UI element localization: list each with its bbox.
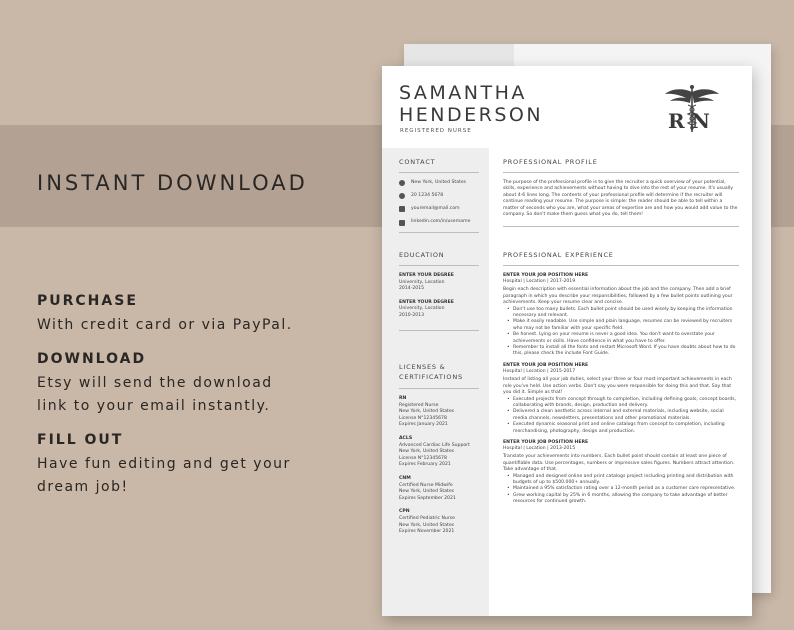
license-item [399, 436, 479, 469]
license-code: CNM [399, 475, 411, 481]
contact-item [399, 206, 479, 213]
job-bullets [503, 397, 739, 435]
experience-heading: PROFESSIONAL EXPERIENCE [503, 251, 614, 259]
job-title: ENTER YOUR JOB POSITION HERE [503, 362, 589, 368]
job-meta: Hospital | Location | 2017-2019 [503, 279, 576, 284]
university: University, Location [399, 279, 445, 285]
resume-subtitle: REGISTERED NURSE [400, 128, 472, 134]
step-text: link to your email instantly. [37, 398, 271, 414]
license-line: New York, United States [399, 449, 455, 455]
license-line: Registered Nurse [399, 402, 439, 408]
job-intro: Instead of listing all your job duties, select your three or four most important achievements in each role you've held. Use action verbs. Don't say you were responsible for doing this and that. Say that you did it. Simple as that! [503, 377, 732, 396]
job-intro: Translate your achievements into numbers. Each bullet point should contain at least one piece of quantifiable data. Use percentages, numbers or impressive sales figures. Numbers attract attention. Take advantage of that. [503, 454, 735, 473]
license-line: Expires September 2021 [399, 495, 456, 501]
education-item [399, 300, 479, 320]
license-line: New York, United States [399, 409, 455, 415]
job-bullets [503, 474, 739, 506]
step-title: DOWNLOAD [37, 351, 147, 367]
divider [399, 265, 479, 266]
contact-text: linkedin.com/in/username [411, 219, 471, 225]
license-line: New York, United States [399, 489, 455, 495]
job-intro: Begin each description with essential information about the job and the company. Then add a brief paragraph in which you describe your responsibilities, followed by a few bullet points outlining your achievements. Keep your resume clear and concise. [503, 287, 733, 306]
license-line: Certified Nurse Midwife [399, 482, 453, 488]
license-code: CPN [399, 509, 410, 515]
profile-text: The purpose of the professional profile is to give the recruiter a quick overview of your potential, skills, experience and achievements without having to dive into the rest of your resume. It's usually about 4-6 lines long. The contents of your professional profile will determine if the recruiter will continue reading your resume. The purpose is simple: the reader should be able to tell within a matter of seconds who you are, what your areas of expertise are and how you would add value to the company. So don't make them guess what you do, tell them! [503, 180, 738, 218]
job-bullet: • Don't use too many bullets. Each bullet point should be used wisely by keeping the information necessary and relevant. [513, 307, 739, 320]
job-meta: Hospital | Location | 2013-2015 [503, 445, 576, 451]
license-line: Expires November 2021 [399, 529, 455, 535]
steps-list [37, 293, 357, 513]
degree: ENTER YOUR DEGREE [399, 273, 454, 278]
contact-heading: CONTACT [399, 158, 436, 166]
license-item [399, 509, 479, 535]
contact-item [399, 180, 479, 187]
job-bullet: • Executed dynamic seasonal print and online catalogs from concept to completion, including merchandising, photography, design and production. [513, 422, 739, 435]
job-meta: Hospital | Location | 2015-2017 [503, 368, 576, 374]
contact-text: youremail@mail.com [411, 206, 460, 212]
divider [399, 172, 479, 173]
step-text: With credit card or via PayPal. [37, 317, 293, 333]
profile-heading: PROFESSIONAL PROFILE [503, 158, 598, 166]
license-code: RN [399, 396, 407, 401]
globe-icon [399, 180, 405, 186]
license-line: Certified Pediatric Nurse [399, 515, 455, 521]
license-line: New York, United States [399, 522, 455, 528]
step-title: PURCHASE [37, 293, 138, 309]
divider [399, 232, 479, 233]
job-bullet: • Managed and designed online and print catalogs project including printing and distribution with budgets of up to $500.000+ annually. [513, 474, 739, 487]
contact-text: New York, United States [411, 180, 467, 185]
job-bullet: • Maintained a 95% satisfaction rating over a 12-month period as a customer care representative. [513, 486, 739, 492]
years: 2014-2015 [399, 286, 425, 292]
step-purchase [37, 293, 357, 337]
step-title: FILL OUT [37, 432, 124, 448]
divider [503, 172, 739, 173]
job-bullet: • Grew working capital by 25% in 6 months, allowing the company to take advantage of better resources for continued growth. [513, 493, 739, 506]
divider [503, 265, 739, 266]
license-line: License N°12345678 [399, 415, 447, 421]
years: 2010-2013 [399, 312, 425, 318]
job-bullet: • Be honest. Lying on your resume is never a good idea. You don't want to overstate your achievements or skills. Have confidence in what you have to offer. [513, 332, 739, 345]
license-line: Advanced Cardiac Life Support [399, 442, 470, 448]
logo-letters: R N [668, 109, 710, 133]
licenses-heading [399, 362, 479, 382]
license-code: ACLS [399, 435, 413, 441]
job-bullet: • Delivered a clean aesthetic across internal and external materials, including website, social media channels, newsletters, presentations and other promotional materials. [513, 409, 739, 422]
mail-icon [399, 206, 405, 212]
step-fill-out [37, 432, 357, 499]
phone-icon [399, 193, 405, 199]
job-bullets [503, 307, 739, 358]
license-line: Expires January 2021 [399, 422, 448, 428]
university: University, Location [399, 306, 445, 312]
job-entry [503, 440, 739, 506]
license-item [399, 396, 479, 429]
job-entry [503, 273, 739, 358]
step-text: Etsy will send the download [37, 375, 273, 391]
linkedin-icon [399, 220, 405, 226]
job-title: ENTER YOUR JOB POSITION HERE [503, 439, 589, 445]
step-text: dream job! [37, 479, 129, 495]
license-item [399, 476, 479, 502]
contact-text: 20 1234 5678 [411, 193, 444, 199]
step-text: Have fun editing and get your [37, 456, 291, 472]
license-line: Expires February 2021 [399, 462, 451, 468]
resume-name [399, 82, 543, 126]
first-name: SAMANTHA [399, 82, 527, 104]
education-heading: EDUCATION [399, 251, 445, 259]
degree: ENTER YOUR DEGREE [399, 299, 454, 305]
divider [503, 226, 739, 227]
education-section [399, 251, 479, 338]
divider [399, 388, 479, 389]
divider [399, 330, 479, 331]
step-download [37, 351, 357, 418]
job-bullet: • Remember to install all the fonts and restart Microsoft Word. If you have doubts about how to do this, please check the include Font Guide. [513, 345, 739, 358]
job-entry [503, 363, 739, 435]
contact-item [399, 219, 479, 226]
last-name: HENDERSON [399, 104, 544, 126]
experience-section [503, 251, 739, 506]
resume-front-page [382, 66, 752, 616]
contact-item [399, 193, 479, 200]
job-bullet: • Executed projects from concept through to completion, including defining goals, concept boards, collaborating with brands, design, production and delivery. [513, 397, 739, 410]
license-line: License N°12345678 [399, 455, 447, 461]
licenses-section [399, 362, 479, 536]
hero-title: INSTANT DOWNLOAD [37, 171, 308, 195]
profile-section [503, 158, 739, 234]
education-item [399, 273, 479, 293]
caduceus-logo-icon [662, 84, 722, 134]
contact-section [399, 158, 479, 240]
job-bullet: • Make it easily readable. Use simple and plain language, resumes can be reviewed by recruiters who may not be familiar with your specific field. [513, 319, 739, 332]
licenses-heading-line: LICENSES & [399, 363, 446, 371]
licenses-heading-line: CERTIFICATIONS [399, 373, 463, 381]
job-title: ENTER YOUR JOB POSITION HERE [503, 273, 589, 278]
